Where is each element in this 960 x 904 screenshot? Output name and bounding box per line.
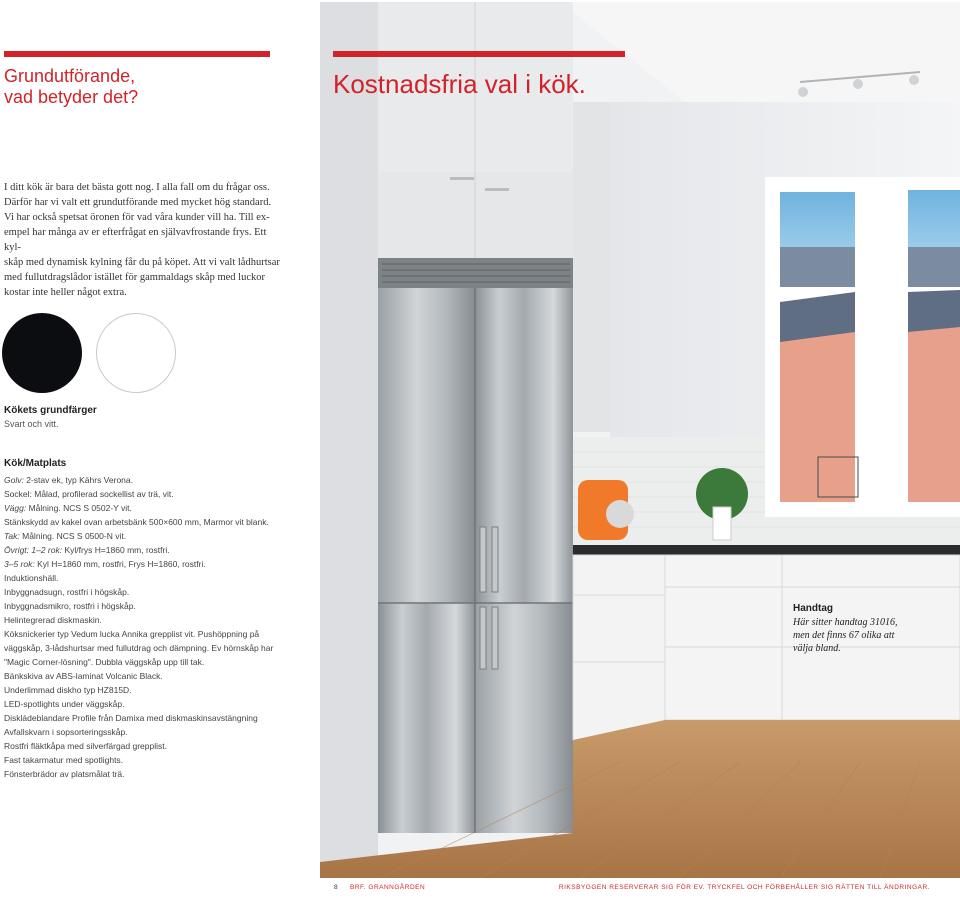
spec-text: Avfallskvarn i sopsorteringsskåp. — [4, 727, 128, 737]
spec-text: Målning. NCS S 0502-Y vit. — [26, 503, 132, 513]
spec-label: Övrigt: 1–2 rok: — [4, 545, 63, 555]
spec-line — [4, 585, 304, 599]
intro-line: kostar inte heller något extra. — [4, 287, 127, 298]
spec-line — [4, 725, 304, 739]
spec-text: Underlimmad diskho typ HZ815D. — [4, 685, 132, 695]
intro-line: med fullutdragslådor istället för gammaldags skåp med luckor — [4, 272, 265, 283]
spec-line — [4, 753, 304, 767]
spec-line — [4, 711, 304, 725]
page-footer — [320, 878, 960, 904]
spec-text: Diskládeblandare Profile från Damixa med diskmaskinsavstängning — [4, 713, 258, 723]
spec-line — [4, 599, 304, 613]
spec-text: Fönsterbrädor av platsmålat trä. — [4, 769, 125, 779]
kitchen-photo — [320, 2, 960, 878]
spec-line — [4, 571, 304, 585]
spec-line — [4, 641, 304, 655]
spec-text: 2-stav ek, typ Kährs Verona. — [23, 475, 133, 485]
spec-text: Stänkskydd av kakel ovan arbetsbänk 500×600 mm, Marmor vit blank. — [4, 517, 269, 527]
spec-text: Målning. NCS S 0500-N vit. — [19, 531, 127, 541]
left-heading-bar — [4, 51, 270, 57]
spec-label: Vägg: — [4, 503, 27, 513]
spec-text: Sockel: Målad, profilerad sockellist av trä, vit. — [4, 489, 174, 499]
right-heading: Kostnadsfria val i kök. — [333, 69, 586, 99]
spec-line — [4, 767, 304, 781]
black-color-swatch — [2, 313, 82, 393]
intro-line: I ditt kök är bara det bästa gott nog. I alla fall om du frågar oss. — [4, 182, 270, 193]
spec-line — [4, 543, 304, 557]
colors-section-title: Kökets grundfärger — [4, 405, 97, 416]
handtag-desc-line: välja bland. — [793, 643, 841, 654]
rights-notice: RIKSBYGGEN RESERVERAR SIG FÖR EV. TRYCKFEL OCH FÖRBEHÅLLER SIG RÄTTEN TILL ÄNDRINGAR. — [558, 884, 930, 891]
spec-label: Golv: — [4, 475, 24, 485]
intro-line: empel har många av er efterfrågat en självavfrostande frys. Ett kyl- — [4, 227, 267, 253]
left-heading-line1: Grundutförande, — [4, 66, 136, 86]
spec-text: Inbyggnadsugn, rostfri i högskåp. — [4, 587, 130, 597]
spec-line — [4, 669, 304, 683]
spec-text: LED-spotlights under väggskåp. — [4, 699, 125, 709]
intro-line: Vi har också spetsat öronen för vad våra kunder vill ha. Till ex- — [4, 212, 270, 223]
spec-line — [4, 501, 304, 515]
spec-line — [4, 683, 304, 697]
spec-text: Helintegrerad diskmaskin. — [4, 615, 102, 625]
kitchen-illustration — [320, 2, 960, 878]
kitchen-section-title: Kök/Matplats — [4, 458, 67, 469]
spec-text: Bänkskiva av ABS-laminat Volcanic Black. — [4, 671, 163, 681]
spec-line — [4, 627, 304, 641]
handtag-callout — [793, 603, 958, 655]
spec-text: Inbyggnadsmikro, rostfri i högskåp. — [4, 601, 136, 611]
intro-line: Därför har vi valt ett grundutförande med mycket hög standard. — [4, 197, 272, 208]
spec-text: Fast takarmatur med spotlights. — [4, 755, 124, 765]
left-heading-line2: vad betyder det? — [4, 87, 139, 107]
intro-line: skåp med dynamisk kylning får du på köpet. Att vi valt lådhurtsar — [4, 257, 280, 268]
spec-line — [4, 473, 304, 487]
spec-line — [4, 487, 304, 501]
colors-section-subtitle: Svart och vitt. — [4, 419, 59, 429]
spec-text: "Magic Corner-lösning". Dubbla väggskåp upp till tak. — [4, 657, 205, 667]
handtag-desc-line: men det finns 67 olika att — [793, 630, 895, 641]
spec-line — [4, 739, 304, 753]
spec-line — [4, 697, 304, 711]
spec-line — [4, 613, 304, 627]
brf-name: BRF. GRANNGÅRDEN — [350, 884, 426, 891]
spec-text: Kyl H=1860 mm, rostfri, Frys H=1860, rostfri. — [34, 559, 206, 569]
kitchen-spec-list — [4, 473, 304, 781]
handtag-desc-line: Här sitter handtag 31016, — [793, 617, 898, 628]
spec-label: Tak: — [4, 531, 20, 541]
spec-text: Kyl/frys H=1860 mm, rostfri. — [62, 545, 170, 555]
page-number: 8 — [334, 884, 339, 891]
spec-text: Köksnickerier typ Vedum lucka Annika grepplist vit. Pushöppning på — [4, 629, 260, 639]
spec-line — [4, 557, 304, 571]
right-heading-bar — [333, 51, 625, 57]
spec-line — [4, 529, 304, 543]
spec-label: 3–5 rok: — [4, 559, 35, 569]
white-color-swatch — [96, 313, 176, 393]
spec-line — [4, 515, 304, 529]
intro-text — [4, 180, 284, 300]
handtag-title: Handtag — [793, 603, 833, 614]
spec-line — [4, 655, 304, 669]
spec-text: Induktionshäll. — [4, 573, 59, 583]
left-heading — [4, 66, 138, 108]
spec-text: Rostfri fläktkåpa med silverfärgad grepplist. — [4, 741, 167, 751]
spec-text: väggskåp, 3-lådshurtsar med fullutdrag och dämpning. Ev hörnskåp har — [4, 643, 274, 653]
